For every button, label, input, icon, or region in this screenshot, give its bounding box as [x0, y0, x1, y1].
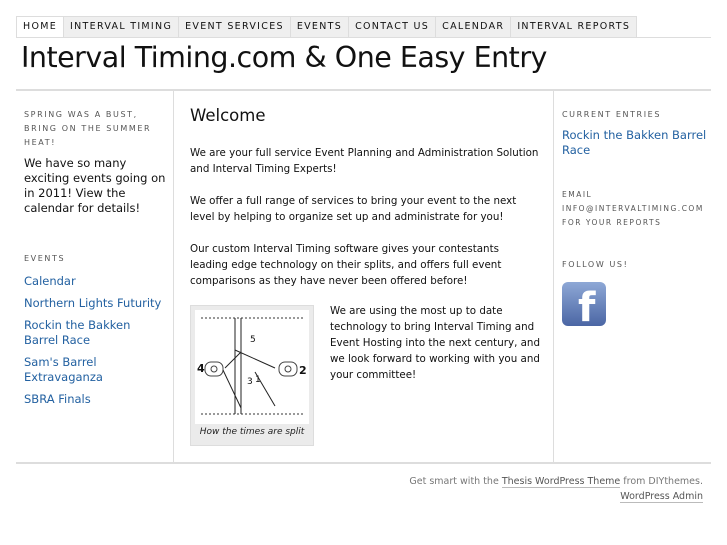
right-sidebar	[562, 108, 707, 326]
diagram-label-c1: 1	[255, 375, 261, 385]
events-list	[24, 274, 166, 407]
nav-tab-event-services[interactable]: EVENT SERVICES	[179, 16, 291, 38]
nav-tab-calendar[interactable]: CALENDAR	[436, 16, 511, 38]
split-diagram-image	[195, 310, 309, 424]
current-entry-link[interactable]: Rockin the Bakken Barrel Race	[562, 128, 707, 157]
footer	[409, 474, 703, 504]
content-paragraph-1: We are your full service Event Planning and Administration Solution and Interval Timing Experts!	[190, 147, 539, 175]
footer-text: Get smart with the	[409, 476, 502, 487]
follow-us-heading: FOLLOW US!	[562, 260, 629, 269]
list-item	[24, 392, 166, 407]
nav-tab-contact-us[interactable]: CONTACT US	[349, 16, 436, 38]
email-address[interactable]: INFO@INTERVALTIMING.COM	[562, 204, 704, 213]
current-entries-heading: CURRENT ENTRIES	[562, 110, 662, 119]
content-paragraph-4: We are using the most up to date technology to bring Interval Timing and Event Hosting into the next century, and we look forward to working with you and your committee!	[330, 305, 540, 381]
diagram-label-right: 2	[299, 364, 307, 377]
footer-divider	[16, 462, 711, 464]
event-link-sams-barrel[interactable]: Sam's Barrel Extravaganza	[24, 355, 103, 384]
diagram-label-top: 5	[250, 335, 256, 345]
list-item	[24, 296, 166, 311]
event-link-rockin-bakken[interactable]: Rockin the Bakken Barrel Race	[24, 318, 131, 347]
events-heading: EVENTS	[24, 254, 66, 263]
content-paragraph-3: Our custom Interval Timing software gives your contestants leading edge technology on their splits, and offers full event comparisons as they have never been offered before!	[190, 243, 502, 287]
nav-tab-home[interactable]: HOME	[17, 16, 64, 38]
split-diagram-figure	[190, 305, 314, 446]
diagram-label-c2: 3	[247, 377, 253, 387]
email-label: EMAIL	[562, 190, 593, 199]
list-item	[24, 355, 166, 385]
facebook-icon[interactable]: f	[562, 282, 606, 326]
footer-text-after: from DIYthemes.	[620, 476, 703, 487]
wordpress-admin-link[interactable]: WordPress Admin	[620, 491, 703, 502]
event-link-northern-lights[interactable]: Northern Lights Futurity	[24, 296, 162, 310]
nav-divider	[16, 37, 711, 38]
nav-tab-events[interactable]: EVENTS	[291, 16, 349, 38]
content-paragraph-2: We offer a full range of services to bring your event to the next level by helping to organize set up and administrate for you!	[190, 195, 517, 223]
event-link-sbra-finals[interactable]: SBRA Finals	[24, 392, 91, 406]
site-title[interactable]: Interval Timing.com & One Easy Entry	[21, 41, 547, 74]
column-divider-right	[553, 91, 554, 462]
nav-tab-interval-timing[interactable]: INTERVAL TIMING	[64, 16, 179, 38]
event-link-calendar[interactable]: Calendar	[24, 274, 76, 288]
header-divider	[16, 89, 711, 91]
thesis-theme-link[interactable]: Thesis WordPress Theme	[501, 476, 621, 487]
email-note: FOR YOUR REPORTS	[562, 218, 662, 227]
promo-heading: SPRING WAS A BUST, BRING ON THE SUMMER HEAT!	[24, 110, 152, 147]
column-divider-left	[173, 91, 174, 462]
nav-tab-interval-reports[interactable]: INTERVAL REPORTS	[511, 16, 637, 38]
list-item	[24, 274, 166, 289]
page-title: Welcome	[190, 106, 266, 125]
figure-caption: How the times are split	[199, 427, 305, 437]
main-content	[190, 106, 540, 305]
diagram-label-left: 4	[197, 362, 205, 375]
main-nav	[16, 16, 637, 37]
promo-text: We have so many exciting events going on in 2011! View the calendar for details!	[24, 156, 166, 215]
left-sidebar	[24, 108, 166, 414]
list-item	[24, 318, 166, 348]
